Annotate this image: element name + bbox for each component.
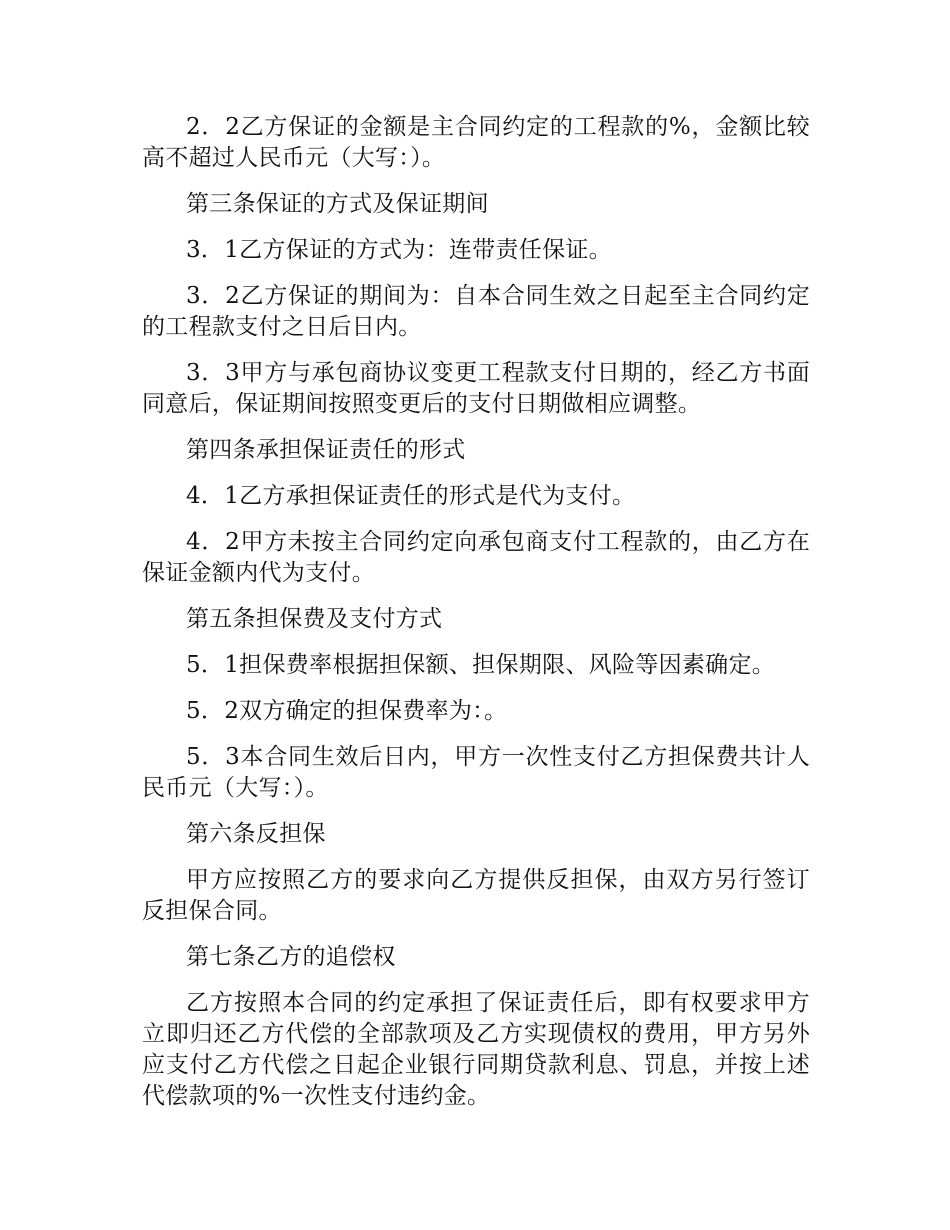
clause-4-2: 4．2甲方未按主合同约定向承包商支付工程款的，由乙方在保证金额内代为支付。	[142, 529, 810, 586]
article-3-heading: 第三条保证的方式及保证期间	[186, 191, 489, 217]
article-7-heading: 第七条乙方的追偿权	[186, 944, 396, 970]
article-7-body: 乙方按照本合同的约定承担了保证责任后，即有权要求甲方立即归还乙方代偿的全部款项及乙方实现债权的费用，甲方另外应支付乙方代偿之日起企业银行同期贷款利息、罚息，并按上述代偿款项的%一次性支付违约金。	[142, 990, 810, 1109]
clause-4-1: 4．1乙方承担保证责任的形式是代为支付。	[186, 483, 636, 509]
clause-3-1: 3．1乙方保证的方式为：连带责任保证。	[186, 237, 612, 263]
clause-5-2: 5．2双方确定的担保费率为：。	[186, 698, 508, 724]
article-5-heading: 第五条担保费及支付方式	[186, 606, 443, 632]
article-6-body: 甲方应按照乙方的要求向乙方提供反担保，由双方另行签订反担保合同。	[142, 867, 810, 924]
clause-3-3: 3．3甲方与承包商协议变更工程款支付日期的，经乙方书面同意后，保证期间按照变更后的支付日期做相应调整。	[142, 360, 810, 417]
clause-2-2: 2．2乙方保证的金额是主合同约定的工程款的%，金额比较高不超过人民币元（大写：）。	[142, 114, 810, 171]
article-6-heading: 第六条反担保	[186, 821, 326, 847]
clause-5-1: 5．1担保费率根据担保额、担保期限、风险等因素确定。	[186, 652, 776, 678]
document-body	[142, 112, 810, 1127]
clause-5-3: 5．3本合同生效后日内，甲方一次性支付乙方担保费共计人民币元（大写：）。	[142, 744, 810, 801]
article-4-heading: 第四条承担保证责任的形式	[186, 437, 466, 463]
clause-3-2: 3．2乙方保证的期间为：自本合同生效之日起至主合同约定的工程款支付之日后日内。	[142, 283, 810, 340]
